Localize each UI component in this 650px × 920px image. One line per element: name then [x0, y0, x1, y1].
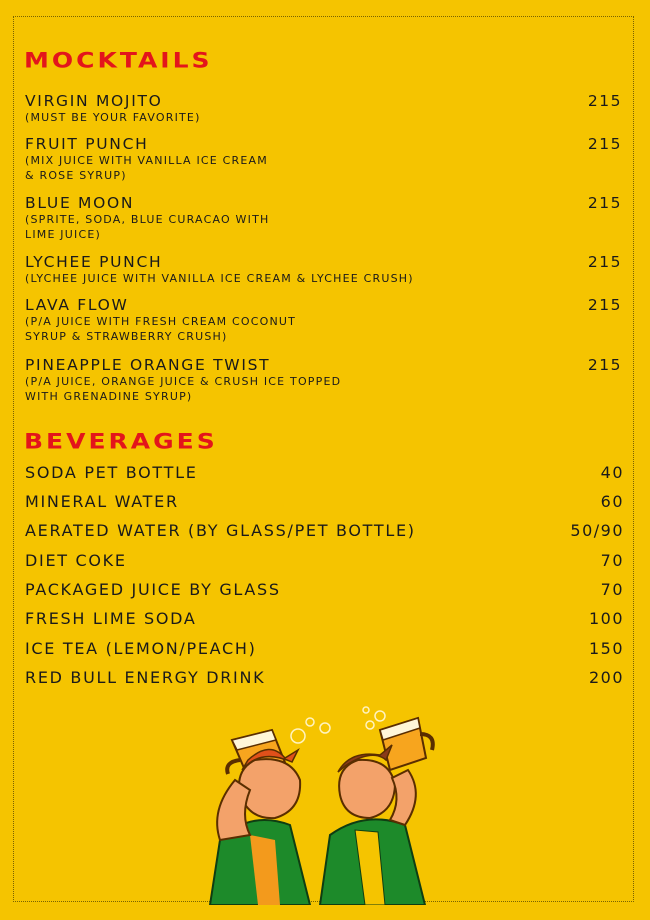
item-price: 215: [587, 356, 622, 374]
menu-item: [25, 92, 622, 125]
item-name: SODA PET BOTTLE: [25, 463, 198, 482]
item-name: LAVA FLOW: [25, 296, 129, 314]
item-name: PINEAPPLE ORANGE TWIST: [25, 356, 271, 374]
menu-item: [25, 581, 624, 601]
item-name: AERATED WATER (BY GLASS/PET BOTTLE): [25, 521, 416, 540]
menu-item: [25, 135, 622, 183]
item-price: 40: [600, 463, 624, 482]
menu-item: [25, 493, 624, 513]
item-name: DIET COKE: [25, 551, 127, 570]
item-name: MINERAL WATER: [25, 492, 179, 511]
item-description: (P/A JUICE WITH FRESH CREAM COCONUT SYRUP & STRAWBERRY CRUSH): [25, 315, 297, 343]
item-name: PACKAGED JUICE BY GLASS: [25, 580, 281, 599]
item-description: (P/A JUICE, ORANGE JUICE & CRUSH ICE TOPPED WITH GRENADINE SYRUP): [25, 375, 342, 403]
item-name: FRUIT PUNCH: [25, 135, 149, 153]
item-description: (MIX JUICE WITH VANILLA ICE CREAM & ROSE SYRUP): [25, 154, 268, 182]
menu-item: [25, 552, 624, 572]
item-name: LYCHEE PUNCH: [25, 253, 163, 271]
mocktails-heading: MOCKTAILS: [24, 48, 213, 73]
item-name: BLUE MOON: [25, 194, 135, 212]
item-price: 60: [600, 492, 624, 511]
right-beer-mug-icon: [380, 718, 433, 770]
item-name: RED BULL ENERGY DRINK: [25, 668, 266, 687]
item-price: 70: [600, 580, 624, 599]
item-price: 215: [587, 253, 622, 271]
menu-item: [25, 640, 624, 660]
item-name: VIRGIN MOJITO: [25, 92, 163, 110]
item-description: (LYCHEE JUICE WITH VANILLA ICE CREAM & LYCHEE CRUSH): [25, 272, 414, 285]
item-price: 215: [587, 135, 622, 153]
menu-item: [25, 253, 622, 286]
beverages-heading: BEVERAGES: [24, 429, 218, 454]
item-name: FRESH LIME SODA: [25, 609, 197, 628]
menu-item: [25, 464, 624, 484]
bubbles-icon: [291, 707, 385, 743]
item-price: 50/90: [570, 521, 624, 540]
menu-item: [25, 522, 624, 542]
item-price: 215: [587, 194, 622, 212]
item-price: 215: [587, 92, 622, 110]
item-price: 100: [588, 609, 624, 628]
item-price: 70: [600, 551, 624, 570]
item-description: (SPRITE, SODA, BLUE CURACAO WITH LIME JUICE): [25, 213, 270, 241]
item-description: (MUST BE YOUR FAVORITE): [25, 111, 201, 124]
item-price: 150: [588, 639, 624, 658]
item-price: 200: [588, 668, 624, 687]
cartoon-drinkers-illustration: [180, 700, 470, 905]
menu-item: [25, 610, 624, 630]
item-price: 215: [587, 296, 622, 314]
menu-item: [25, 194, 622, 242]
right-drinker-figure: [320, 745, 425, 905]
item-name: ICE TEA (LEMON/PEACH): [25, 639, 257, 658]
menu-item: [25, 296, 622, 344]
menu-item: [25, 669, 624, 689]
left-drinker-figure: [210, 749, 310, 905]
menu-item: [25, 356, 622, 404]
